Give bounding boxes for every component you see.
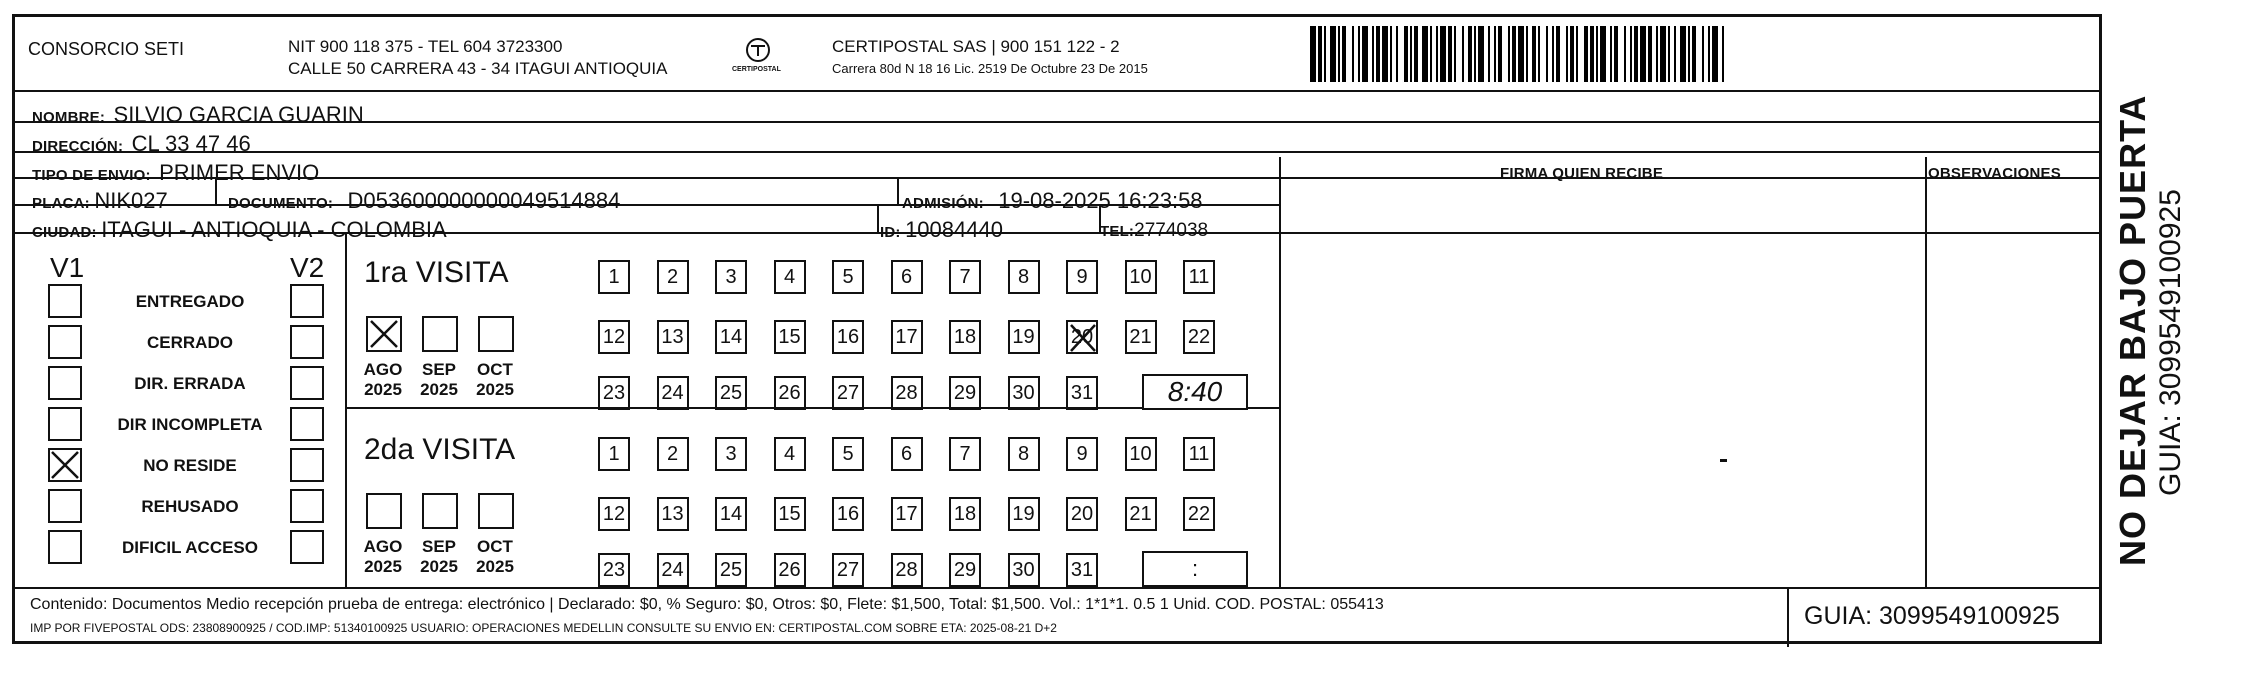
- day-box[interactable]: 12: [598, 497, 630, 531]
- day-box[interactable]: 23: [598, 376, 630, 410]
- day-box[interactable]: 29: [949, 553, 981, 587]
- day-box[interactable]: 28: [891, 376, 923, 410]
- day-box[interactable]: 27: [832, 553, 864, 587]
- month-label: [414, 360, 464, 399]
- company-name: CONSORCIO SETI: [28, 39, 185, 59]
- v2-checkbox[interactable]: [290, 284, 324, 318]
- time-box[interactable]: 8:40: [1142, 374, 1248, 410]
- recipient-name: SILVIO GARCIA GUARIN: [113, 102, 364, 127]
- day-box[interactable]: 19: [1008, 497, 1040, 531]
- month-name: AGO: [363, 360, 403, 379]
- recipient-address: CL 33 47 46: [131, 131, 251, 156]
- reason-label: REHUSADO: [141, 497, 239, 516]
- imp-line: IMP POR FIVEPOSTAL ODS: 23808900925 / COD.IMP: 51340100925 USUARIO: OPERACIONES MEDELLIN CONSULTE SU ENVIO EN: CERTIPOSTAL.COM SOBRE ETA: 2025-08-21 D+2: [30, 621, 1057, 635]
- day-box[interactable]: 4: [774, 437, 806, 471]
- day-box[interactable]: 11: [1183, 437, 1215, 471]
- day-box[interactable]: 13: [657, 320, 689, 354]
- carrier-line: CERTIPOSTAL SAS | 900 151 122 - 2: [832, 37, 1120, 56]
- day-box[interactable]: 18: [949, 497, 981, 531]
- day-box[interactable]: 10: [1125, 437, 1157, 471]
- v2-checkbox[interactable]: [290, 366, 324, 400]
- day-box[interactable]: 20: [1066, 320, 1098, 354]
- day-box[interactable]: 2: [657, 260, 689, 294]
- month-checkbox[interactable]: [478, 493, 514, 529]
- month-label: [414, 537, 464, 576]
- day-box[interactable]: 8: [1008, 437, 1040, 471]
- day-box[interactable]: 26: [774, 376, 806, 410]
- day-box[interactable]: 31: [1066, 553, 1098, 587]
- v1-checkbox[interactable]: [48, 366, 82, 400]
- reason-label: DIR. ERRADA: [134, 374, 246, 393]
- day-box[interactable]: 21: [1125, 320, 1157, 354]
- day-box[interactable]: 7: [949, 260, 981, 294]
- day-box[interactable]: 14: [715, 497, 747, 531]
- v2-checkbox[interactable]: [290, 448, 324, 482]
- admission-row: ADMISIÓN: 19-08-2025 16:23:58: [902, 188, 1203, 213]
- month-year: 2025: [364, 556, 402, 576]
- v2-label: V2: [290, 252, 325, 283]
- day-box[interactable]: 7: [949, 437, 981, 471]
- reason-label: DIR INCOMPLETA: [117, 415, 263, 434]
- reason-label: ENTREGADO: [135, 292, 245, 311]
- month-year: 2025: [476, 556, 514, 576]
- month-label: [358, 360, 408, 399]
- type-row: TIPO DE ENVIO: PRIMER ENVIO: [32, 160, 320, 185]
- v1-checkbox[interactable]: [48, 448, 82, 482]
- tel-row: TEL:2774038: [1100, 220, 1209, 241]
- month-label: [470, 537, 520, 576]
- day-box[interactable]: 1: [598, 260, 630, 294]
- day-box[interactable]: 25: [715, 376, 747, 410]
- day-box[interactable]: 16: [832, 320, 864, 354]
- day-box[interactable]: 18: [949, 320, 981, 354]
- day-box[interactable]: 6: [891, 437, 923, 471]
- day-box[interactable]: 2: [657, 437, 689, 471]
- day-box[interactable]: 28: [891, 553, 923, 587]
- day-box[interactable]: 13: [657, 497, 689, 531]
- day-box[interactable]: 3: [715, 437, 747, 471]
- day-box[interactable]: 10: [1125, 260, 1157, 294]
- month-name: OCT: [477, 360, 513, 379]
- day-box[interactable]: 26: [774, 553, 806, 587]
- month-name: OCT: [477, 537, 513, 556]
- v1-checkbox[interactable]: [48, 325, 82, 359]
- name-row: NOMBRE: SILVIO GARCIA GUARIN: [32, 102, 364, 127]
- day-box[interactable]: 30: [1008, 376, 1040, 410]
- day-box[interactable]: 6: [891, 260, 923, 294]
- month-year: 2025: [364, 379, 402, 399]
- visit-title: 2da VISITA: [364, 433, 516, 466]
- reason-label: DIFICIL ACCESO: [121, 538, 258, 557]
- id-row: ID: 10084440: [880, 217, 1003, 242]
- day-box[interactable]: 21: [1125, 497, 1157, 531]
- month-checkbox[interactable]: [366, 493, 402, 529]
- nit-line: NIT 900 118 375 - TEL 604 3723300: [288, 37, 563, 56]
- month-name: SEP: [421, 537, 457, 556]
- v1-checkbox[interactable]: [48, 284, 82, 318]
- day-box[interactable]: 9: [1066, 260, 1098, 294]
- reason-label: NO RESIDE: [143, 456, 237, 475]
- logo-text: CERTIPOSTAL: [732, 66, 781, 73]
- day-box[interactable]: 23: [598, 553, 630, 587]
- v2-checkbox[interactable]: [290, 489, 324, 523]
- signature-column-header: FIRMA QUIEN RECIBE: [1500, 165, 1664, 182]
- day-box[interactable]: 4: [774, 260, 806, 294]
- month-checkbox[interactable]: [478, 316, 514, 352]
- license-line: Carrera 80d N 18 16 Lic. 2519 De Octubre 23 De 2015: [832, 61, 1148, 76]
- document-row: DOCUMENTO: D053600000000049514884: [228, 188, 621, 213]
- city-value: ITAGUI - ANTIOQUIA - COLOMBIA: [101, 217, 447, 242]
- day-box[interactable]: 3: [715, 260, 747, 294]
- observations-column-header: OBSERVACIONES: [1928, 165, 2061, 182]
- stray-mark: [1720, 459, 1727, 462]
- month-year: 2025: [476, 379, 514, 399]
- no-dejar-bajo-puerta: NO DEJAR BAJO PUERTA: [2112, 94, 2153, 566]
- v2-checkbox[interactable]: [290, 325, 324, 359]
- month-year: 2025: [420, 556, 458, 576]
- admission-value: 19-08-2025 16:23:58: [998, 188, 1203, 213]
- tel-value: 2774038: [1134, 220, 1209, 241]
- v2-checkbox[interactable]: [290, 407, 324, 441]
- day-box[interactable]: 29: [949, 376, 981, 410]
- month-year: 2025: [420, 379, 458, 399]
- id-value: 10084440: [905, 217, 1003, 242]
- address-row: DIRECCIÓN: CL 33 47 46: [32, 131, 251, 156]
- visit-title: 1ra VISITA: [364, 256, 509, 289]
- day-box[interactable]: 27: [832, 376, 864, 410]
- day-box[interactable]: 31: [1066, 376, 1098, 410]
- document-value: D053600000000049514884: [347, 188, 621, 213]
- day-box[interactable]: 24: [657, 553, 689, 587]
- day-box[interactable]: 20: [1066, 497, 1098, 531]
- day-box[interactable]: 19: [1008, 320, 1040, 354]
- day-box[interactable]: 30: [1008, 553, 1040, 587]
- day-box[interactable]: 14: [715, 320, 747, 354]
- day-box[interactable]: 8: [1008, 260, 1040, 294]
- month-checkbox[interactable]: [422, 316, 458, 352]
- day-box[interactable]: 1: [598, 437, 630, 471]
- day-box[interactable]: 17: [891, 320, 923, 354]
- city-row: CIUDAD: ITAGUI - ANTIOQUIA - COLOMBIA: [32, 217, 447, 242]
- month-name: SEP: [421, 360, 457, 379]
- day-box[interactable]: 17: [891, 497, 923, 531]
- day-box[interactable]: 15: [774, 320, 806, 354]
- v2-checkbox[interactable]: [290, 530, 324, 564]
- day-box[interactable]: 5: [832, 437, 864, 471]
- footer-guia: GUIA: 3099549100925: [1804, 602, 2060, 630]
- side-guia: GUIA: 3099549100925: [2154, 189, 2187, 496]
- reason-label: CERRADO: [147, 333, 233, 352]
- month-label: [470, 360, 520, 399]
- day-box[interactable]: 22: [1183, 320, 1215, 354]
- day-box[interactable]: 24: [657, 376, 689, 410]
- content-line: Contenido: Documentos Medio recepción prueba de entrega: electrónico | Declarado: $0, % Seguro: $0, Otros: $0, Flete: $1,500, Total: $1,500. Vol.: 1*1*1. 0.5 1 Unid. COD. POSTAL: 055413: [30, 596, 1384, 613]
- month-label: [358, 537, 408, 576]
- day-box[interactable]: 11: [1183, 260, 1215, 294]
- month-checkbox[interactable]: [422, 493, 458, 529]
- v1-label: V1: [50, 252, 85, 283]
- plate-row: PLACA: NIK027: [32, 188, 168, 213]
- day-box[interactable]: 25: [715, 553, 747, 587]
- month-checkbox[interactable]: [366, 316, 402, 352]
- month-name: AGO: [363, 537, 403, 556]
- day-box[interactable]: 16: [832, 497, 864, 531]
- v1-checkbox[interactable]: [48, 530, 82, 564]
- day-box[interactable]: 9: [1066, 437, 1098, 471]
- address-line: CALLE 50 CARRERA 43 - 34 ITAGUI ANTIOQUIA: [288, 59, 668, 78]
- day-box[interactable]: 22: [1183, 497, 1215, 531]
- plate-value: NIK027: [94, 188, 168, 213]
- day-box[interactable]: 5: [832, 260, 864, 294]
- v1-checkbox[interactable]: [48, 407, 82, 441]
- v1-checkbox[interactable]: [48, 489, 82, 523]
- day-box[interactable]: 12: [598, 320, 630, 354]
- time-box[interactable]: :: [1142, 551, 1248, 587]
- day-box[interactable]: 15: [774, 497, 806, 531]
- shipment-type: PRIMER ENVIO: [159, 160, 320, 185]
